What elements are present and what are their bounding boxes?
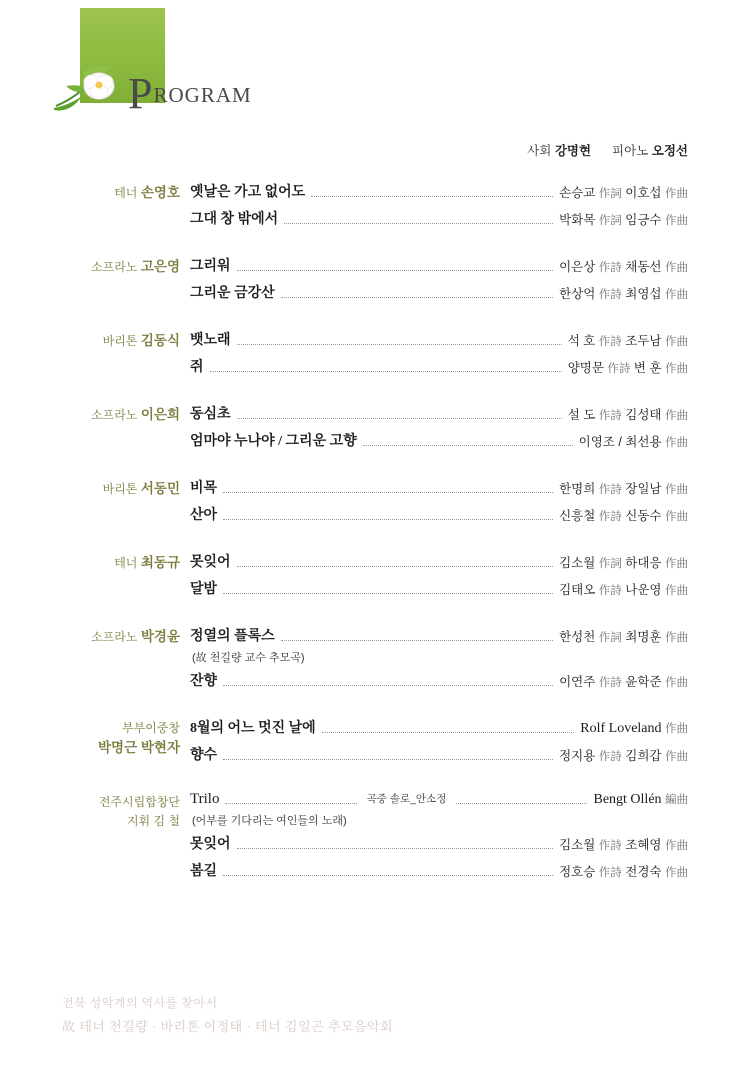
lyricist-role: 作詩 <box>598 867 622 879</box>
composer-role: 作曲 <box>665 410 688 422</box>
program-group <box>0 181 750 235</box>
piece-credit <box>559 553 688 572</box>
composer-name: 임긍수 <box>625 213 662 227</box>
piece-credit <box>559 862 688 881</box>
performer-role: 테너 <box>114 186 138 200</box>
performer-block <box>0 181 190 235</box>
composer-name: Rolf Loveland <box>580 721 662 736</box>
performer-role: 전주시립합창단 <box>98 795 180 809</box>
performer-name: 지휘 김 철 <box>126 813 180 828</box>
piece-midnote: 곡중 솔로_안소정 <box>366 793 447 805</box>
composer-name: 하대응 <box>625 556 662 570</box>
piece-list <box>190 477 750 531</box>
piece-list <box>190 329 750 383</box>
lyricist-name: 김소월 <box>559 838 596 852</box>
leader-dots <box>210 371 562 372</box>
page-title-dropcap: P <box>128 69 154 118</box>
piece-title: 8월의 어느 멋진 날에 <box>190 721 316 736</box>
piece-title: 그리운 금강산 <box>190 286 275 301</box>
performer-name: 김동식 <box>140 333 180 348</box>
piece-credit <box>580 720 688 738</box>
composer-role: 作曲 <box>665 484 688 496</box>
piece-credit <box>568 405 688 424</box>
composer-role: 作曲 <box>665 723 688 735</box>
lyricist-role: 作詞 <box>598 188 622 200</box>
performer-block <box>0 625 190 697</box>
piece-list <box>190 625 750 697</box>
lyricist-name: 한상억 <box>559 287 596 301</box>
piece-row <box>190 833 688 854</box>
piece-credit <box>559 627 688 646</box>
composer-name: 이호섭 <box>625 186 662 200</box>
program-group <box>0 403 750 457</box>
leader-dots <box>311 196 553 197</box>
composer-name: 최영섭 <box>625 287 662 301</box>
composer-role: 作曲 <box>665 188 688 200</box>
mc-name: 강명현 <box>554 144 592 158</box>
composer-role: 作曲 <box>665 558 688 570</box>
piece-title: 못잊어 <box>190 555 231 570</box>
program-group <box>0 791 750 887</box>
composer-role: 作曲 <box>665 585 688 597</box>
piece-credit <box>559 506 688 525</box>
composer-role: 作曲 <box>665 289 688 301</box>
lyricist-name: 손승교 <box>559 186 596 200</box>
lyricist-role: 作詩 <box>598 289 622 301</box>
leader-dots <box>225 803 356 804</box>
lyricist-role: 作詞 <box>598 558 622 570</box>
piece-credit <box>568 331 688 350</box>
lyricist-role: 作詩 <box>598 262 622 274</box>
piece-title: 비목 <box>190 481 218 496</box>
piece-list <box>190 551 750 605</box>
piece-title: 못잊어 <box>190 837 231 852</box>
lyricist-name: 이연주 <box>559 675 596 689</box>
performer-name: 손영호 <box>140 185 180 200</box>
program-list <box>0 181 750 887</box>
lyricist-name: 한명희 <box>559 482 596 496</box>
piece-row <box>190 329 688 350</box>
lyricist-role: 作詩 <box>598 751 622 763</box>
piece-row <box>190 255 688 276</box>
page-header <box>0 0 750 135</box>
composer-name: 최명훈 <box>625 630 662 644</box>
piece-title: Trilo <box>190 791 220 807</box>
page-footer <box>0 994 750 1035</box>
leader-dots <box>223 593 553 594</box>
lyricist-role: 作詩 <box>598 585 622 597</box>
piece-title: 옛날은 가고 없어도 <box>190 185 306 200</box>
piece-credit <box>559 210 688 229</box>
lyricist-name: 한성천 <box>559 630 596 644</box>
credits-line <box>0 141 750 159</box>
leader-dots <box>223 685 553 686</box>
composer-role: 作曲 <box>665 363 688 375</box>
piece-title: 향수 <box>190 748 218 763</box>
piece-list <box>190 791 750 887</box>
leader-dots <box>281 297 553 298</box>
piece-list <box>190 255 750 309</box>
composer-name: 신동수 <box>625 509 662 523</box>
performer-name: 고은영 <box>140 259 180 274</box>
lyricist-name: 정호승 <box>559 865 596 879</box>
performer-name: 최동규 <box>140 555 180 570</box>
composer-name: 나운영 <box>625 583 662 597</box>
composer-role: 作曲 <box>665 215 688 227</box>
performer-role: 부부이중창 <box>122 721 180 735</box>
leader-dots <box>237 848 554 849</box>
lyricist-name: 이은상 <box>559 260 596 274</box>
performer-role: 바리톤 <box>102 334 138 348</box>
piece-credit <box>559 672 688 691</box>
piece-row <box>190 791 688 809</box>
performer-role: 바리톤 <box>102 482 138 496</box>
composer-role: 作曲 <box>665 511 688 523</box>
lyricist-name: 박화목 <box>559 213 596 227</box>
lyricist-role: 作詩 <box>598 336 622 348</box>
performer-name: 박명근 박현자 <box>98 739 180 755</box>
performer-block <box>0 551 190 605</box>
lyricist-role: 作詩 <box>598 484 622 496</box>
program-group <box>0 255 750 309</box>
program-group <box>0 625 750 697</box>
leader-dots <box>237 270 554 271</box>
composer-name: 채동선 <box>625 260 662 274</box>
page-title-rest: rogram <box>153 76 252 109</box>
leader-dots <box>223 759 553 760</box>
performer-block <box>0 403 190 457</box>
composer-role: 作曲 <box>665 336 688 348</box>
piano-label: 피아노 <box>612 144 649 158</box>
performer-role: 소프라노 <box>91 260 138 274</box>
composer-name: 윤학준 <box>625 675 662 689</box>
performer-block <box>0 329 190 383</box>
piece-list <box>190 717 750 771</box>
performer-name: 이은희 <box>140 407 180 422</box>
leader-dots <box>363 445 573 446</box>
camellia-flower-icon <box>52 56 126 118</box>
composer-role: 作曲 <box>665 632 688 644</box>
performer-role: 소프라노 <box>91 630 138 644</box>
piece-title: 뱃노래 <box>190 333 231 348</box>
piece-row <box>190 860 688 881</box>
composer-role: 作曲 <box>665 437 688 449</box>
composer-role: 作曲 <box>665 867 688 879</box>
lyricist-role: 作詩 <box>607 363 631 375</box>
composer-role: 作曲 <box>665 751 688 763</box>
piece-row <box>190 282 688 303</box>
composer-name: 조두남 <box>625 334 662 348</box>
program-group <box>0 329 750 383</box>
leader-dots <box>237 566 554 567</box>
lyricist-role: 作詞 <box>598 632 622 644</box>
piece-title: 그리워 <box>190 259 231 274</box>
piece-title: 봄길 <box>190 864 218 879</box>
piece-credit <box>559 580 688 599</box>
performer-name: 박경윤 <box>140 629 180 644</box>
piece-row <box>190 208 688 229</box>
piece-subnote: (어부를 기다리는 여인들의 노래) <box>192 815 347 827</box>
lyricist-name: 양명문 <box>567 361 604 375</box>
piece-title: 동심초 <box>190 407 231 422</box>
piece-list <box>190 403 750 457</box>
piece-title: 잔향 <box>190 674 218 689</box>
performer-block <box>0 477 190 531</box>
performer-name: 서동민 <box>140 481 180 496</box>
program-group <box>0 551 750 605</box>
leader-dots <box>284 223 553 224</box>
leader-dots <box>456 803 587 804</box>
lyricist-role: 作詞 <box>598 215 622 227</box>
composer-name: Bengt Ollén <box>593 792 662 807</box>
composer-name: 조혜영 <box>625 838 662 852</box>
lyricist-name: 정지용 <box>559 749 596 763</box>
performer-block <box>0 255 190 309</box>
leader-dots <box>223 875 553 876</box>
piece-row <box>190 717 688 738</box>
piece-credit <box>559 257 688 276</box>
program-group <box>0 477 750 531</box>
leader-dots <box>237 418 562 419</box>
piece-row <box>190 504 688 525</box>
piece-row <box>190 670 688 691</box>
composer-name: 변 훈 <box>633 361 662 375</box>
lyricist-name: 신흥철 <box>559 509 596 523</box>
footer-line-1: 전북 성악계의 역사를 찾아서 <box>62 996 218 1010</box>
piece-title: 산아 <box>190 508 218 523</box>
composer-role: 作曲 <box>665 262 688 274</box>
performer-role: 테너 <box>114 556 138 570</box>
footer-line-2: 故 테너 천길량 · 바리톤 이정태 · 테너 김일곤 추모음악회 <box>62 1019 394 1034</box>
performer-block <box>0 791 190 887</box>
piece-credit <box>559 284 688 303</box>
page-title <box>128 69 252 118</box>
leader-dots <box>223 519 553 520</box>
composer-role: 編曲 <box>665 794 689 806</box>
lyricist-name: 석 호 <box>567 334 596 348</box>
leader-dots <box>223 492 553 493</box>
piece-row <box>190 625 688 646</box>
piece-row <box>190 551 688 572</box>
composer-name: / 최선용 <box>618 435 662 449</box>
piece-credit <box>559 183 688 202</box>
lyricist-name: 이영조 <box>578 435 615 449</box>
composer-name: 김희갑 <box>625 749 662 763</box>
lyricist-name: 김소월 <box>559 556 596 570</box>
piece-row <box>190 403 688 424</box>
composer-name: 장일남 <box>625 482 662 496</box>
piece-row <box>190 181 688 202</box>
leader-dots <box>281 640 553 641</box>
composer-role: 作曲 <box>665 840 688 852</box>
lyricist-name: 김태오 <box>559 583 596 597</box>
piece-row <box>190 477 688 498</box>
piece-row <box>190 578 688 599</box>
lyricist-role: 作詩 <box>598 840 622 852</box>
lyricist-role: 作詩 <box>598 410 622 422</box>
piece-title: 정열의 플록스 <box>190 629 275 644</box>
piece-title: 엄마야 누나야 / 그리운 고향 <box>190 434 357 449</box>
lyricist-role: 作詩 <box>598 511 622 523</box>
piano-name: 오정선 <box>651 144 688 158</box>
piece-list <box>190 181 750 235</box>
piece-credit <box>559 746 688 765</box>
piece-title: 그대 창 밖에서 <box>190 212 279 227</box>
piece-subnote: (故 천길량 교수 추모곡) <box>192 652 305 664</box>
piece-credit <box>568 358 688 377</box>
composer-name: 전경숙 <box>625 865 662 879</box>
performer-block <box>0 717 190 771</box>
piece-credit <box>593 791 688 809</box>
lyricist-role: 作詩 <box>598 677 622 689</box>
piece-row <box>190 430 688 451</box>
composer-role: 作曲 <box>665 677 688 689</box>
piece-credit <box>559 835 688 854</box>
piece-title: 쥐 <box>190 360 204 375</box>
performer-role: 소프라노 <box>91 408 138 422</box>
leader-dots <box>322 732 575 733</box>
mc-label: 사회 <box>527 144 552 158</box>
program-group <box>0 717 750 771</box>
piece-row <box>190 744 688 765</box>
composer-name: 김성태 <box>625 408 662 422</box>
piece-title: 달밤 <box>190 582 218 597</box>
piece-credit <box>559 479 688 498</box>
leader-dots <box>237 344 562 345</box>
piece-row <box>190 356 688 377</box>
piece-credit <box>579 432 688 451</box>
lyricist-name: 설 도 <box>567 408 596 422</box>
